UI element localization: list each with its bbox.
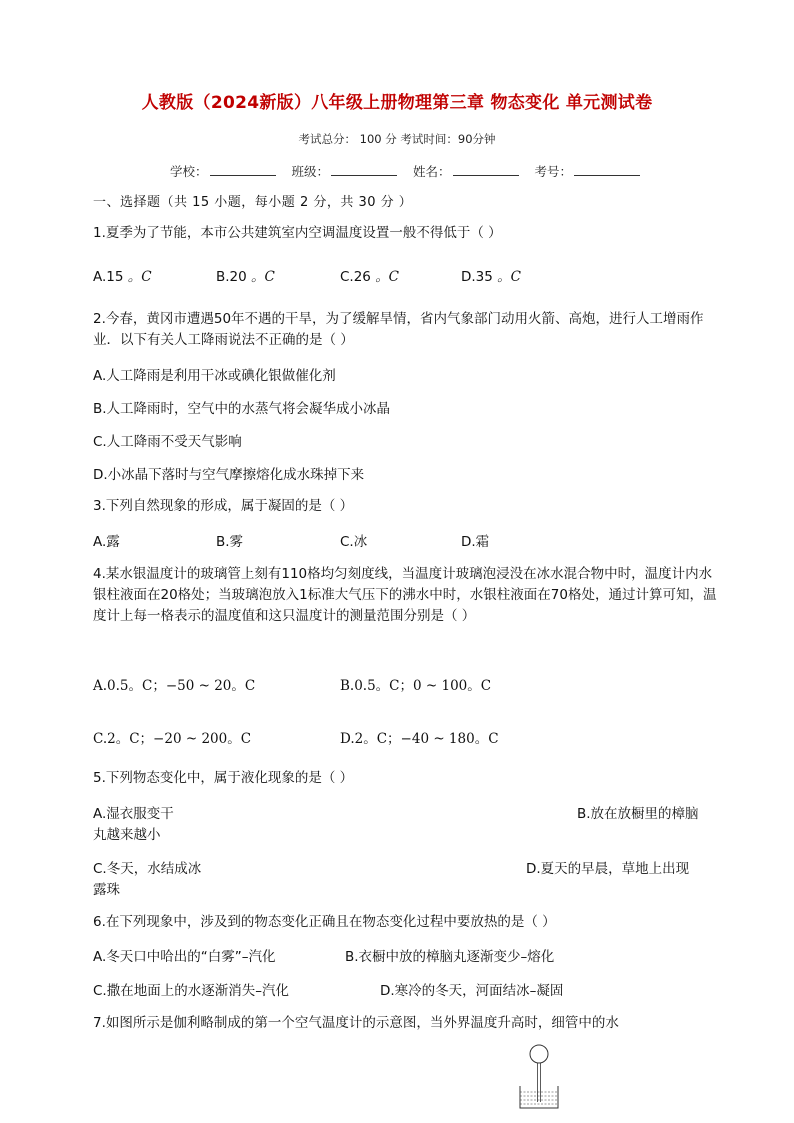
q2-option-c: C.人工降雨不受天气影响	[93, 434, 242, 450]
field-school-blank[interactable]	[210, 163, 276, 176]
q4-option-c: C.2。C；−20 ~ 200。C	[93, 731, 252, 747]
q3-option-a: A.露	[93, 534, 120, 550]
q2-option-b: B.人工降雨时，空气中的水蒸气将会凝华成小冰晶	[93, 401, 391, 417]
question-2: 2.今春，黄冈市遭遇50年不遇的干旱，为了缓解旱情，省内气象部门动用火箭、高炮，进行人工增雨作业．以下有关人工降雨说法不正确的是（ ）	[93, 311, 704, 348]
q2-option-d: D.小冰晶下落时与空气摩擦熔化成水珠掉下来	[93, 467, 365, 483]
q3-option-d: D.霜	[461, 534, 490, 550]
field-id-blank[interactable]	[574, 163, 640, 176]
field-class-label: 班级：	[291, 164, 330, 179]
field-name-blank[interactable]	[453, 163, 519, 176]
q5-option-d: D.夏天的早晨，草地上出现	[526, 861, 690, 877]
field-name-label: 姓名：	[413, 164, 451, 179]
field-school-label: 学校：	[170, 164, 208, 179]
q4-option-d: D.2。C；−40 ~ 180。C	[340, 731, 499, 747]
q5-option-c: C.冬天，水结成冰	[93, 861, 202, 877]
q4-option-b: B.0.5。C；0 ~ 100。C	[340, 678, 492, 694]
q6-option-b: B.衣橱中放的樟脑丸逐渐变少–熔化	[345, 949, 555, 965]
question-5: 5.下列物态变化中，属于液化现象的是（ ）	[93, 770, 354, 786]
q3-option-c: C.冰	[340, 534, 368, 550]
field-class-blank[interactable]	[331, 163, 397, 176]
exam-meta: 考试总分： 100 分 考试时间：90分钟	[298, 132, 496, 146]
question-6: 6.在下列现象中，涉及到的物态变化正确且在物态变化过程中要放热的是（ ）	[93, 914, 556, 930]
section-heading: 一、选择题（共 15 小题，每小题 2 分，共 30 分 ）	[93, 195, 413, 210]
question-4: 4.某水银温度计的玻璃管上刻有110格均匀刻度线，当温度计玻璃泡浸没在冰水混合物中时，温度计内水银柱液面在20格处；当玻璃泡放入1标准大气压下的沸水中时，水银柱液面在70格处，通过计算可知，温度计上每一格表示的温度值和这只温度计的测量范围分别是（ ）	[93, 566, 717, 624]
exam-title: 人教版（2024新版）八年级上册物理第三章 物态变化 单元测试卷	[141, 93, 653, 113]
q6-option-c: C.撒在地面上的水逐渐消失–汽化	[93, 983, 289, 999]
question-7: 7.如图所示是伽利略制成的第一个空气温度计的示意图，当外界温度升高时，细管中的水	[93, 1015, 619, 1031]
q6-option-a: A.冬天口中哈出的“白雾”–汽化	[93, 949, 276, 965]
field-id-label: 考号：	[534, 164, 573, 179]
q5-option-b-cont: 丸越来越小	[93, 827, 161, 843]
question-3: 3.下列自然现象的形成，属于凝固的是（ ）	[93, 498, 354, 514]
q3-option-b: B.雾	[216, 534, 244, 550]
galileo-thermometer-figure	[515, 1044, 563, 1110]
q5-option-d-cont: 露珠	[93, 882, 120, 898]
student-info-fields	[170, 162, 652, 180]
q1-option-a: A.15 。C	[93, 269, 152, 285]
q1-option-d: D.35 。C	[461, 269, 521, 285]
q5-option-b: B.放在放橱里的樟脑	[577, 806, 699, 822]
q2-option-a: A.人工降雨是利用干冰或碘化银做催化剂	[93, 368, 336, 384]
q1-option-b: B.20 。C	[216, 269, 275, 285]
q6-option-d: D.寒冷的冬天，河面结冰–凝固	[380, 983, 564, 999]
q5-option-a: A.湿衣服变干	[93, 806, 174, 822]
question-1: 1.夏季为了节能，本市公共建筑室内空调温度设置一般不得低于（ ）	[93, 225, 502, 241]
q4-option-a: A.0.5。C；−50 ~ 20。C	[93, 678, 256, 694]
q1-option-c: C.26 。C	[340, 269, 400, 285]
